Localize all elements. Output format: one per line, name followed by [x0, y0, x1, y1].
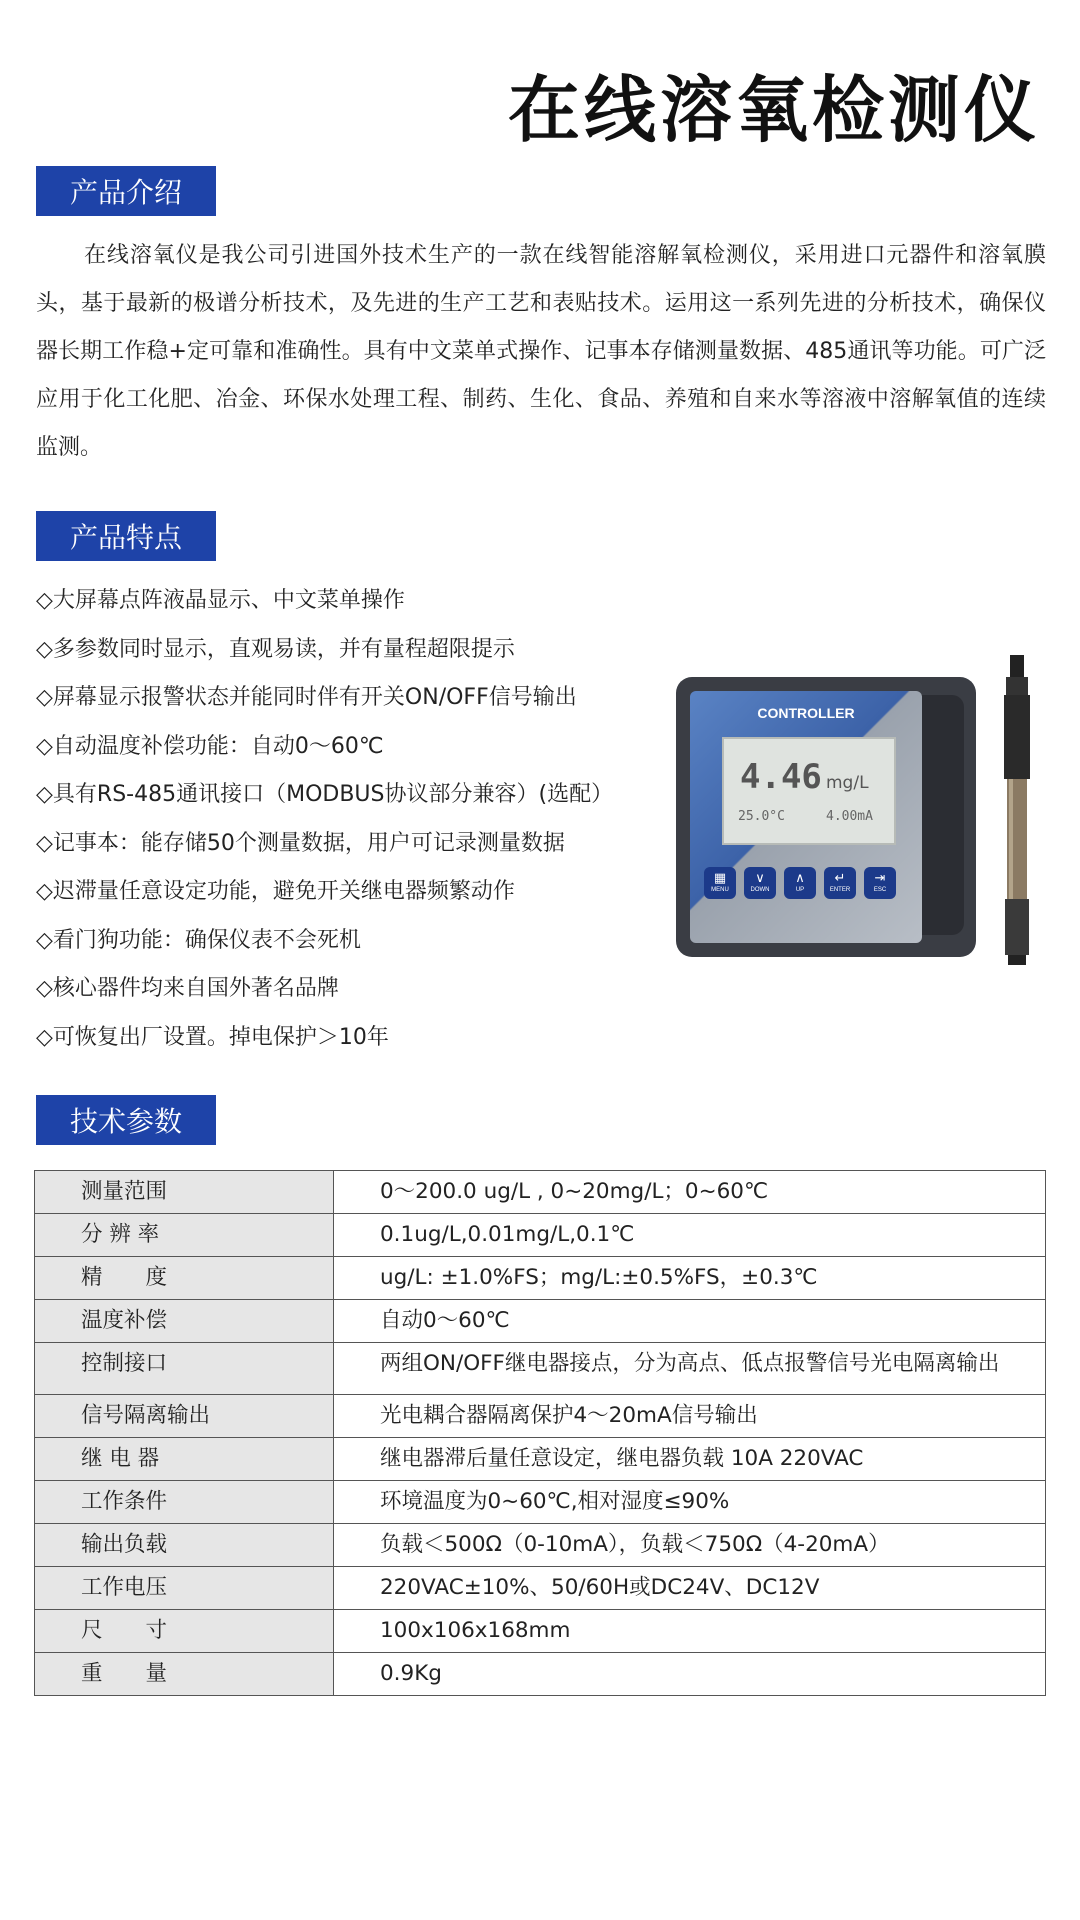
feature-item: ◇屏幕显示报警状态并能同时伴有开关ON/OFF信号输出: [36, 685, 577, 710]
lcd-screen: [722, 737, 896, 845]
lcd-reading: 4.46: [740, 757, 822, 797]
controller-panel: [690, 691, 922, 943]
feature-item: ◇看门狗功能：确保仪表不会死机: [36, 927, 361, 953]
table-row: [35, 1257, 1046, 1300]
spec-key: 继 电 器: [35, 1438, 334, 1481]
feature-item: ◇大屏幕点阵液晶显示、中文菜单操作: [36, 588, 405, 613]
lcd-unit: mg/L: [826, 773, 869, 793]
section-header-params: 技术参数: [36, 1095, 216, 1145]
feature-item: ◇记事本：能存储50个测量数据，用户可记录测量数据: [36, 830, 565, 856]
spec-key: 重 量: [35, 1653, 334, 1696]
spec-key: 精 度: [35, 1257, 334, 1300]
spec-key: 输出负载: [35, 1524, 334, 1567]
spec-key: 测量范围: [35, 1171, 334, 1214]
table-row: [35, 1567, 1046, 1610]
intro-paragraph: 在线溶氧仪是我公司引进国外技术生产的一款在线智能溶解氧检测仪，采用进口元器件和溶氧膜头，基于最新的极谱分析技术，及先进的生产工艺和表贴技术。运用这一系列先进的分析技术，确保仪器长期工作稳+定可靠和准确性。具有中文菜单式操作、记事本存储测量数据、485通讯等功能。可广泛应用于化工化肥、冶金、环保水处理工程、制药、生化、食品、养殖和自来水等溶液中溶解氧值的连续监测。: [36, 243, 1046, 460]
feature-list: [36, 577, 613, 1062]
spec-key: 尺 寸: [35, 1610, 334, 1653]
lcd-current: 4.00mA: [826, 809, 873, 824]
table-row: [35, 1395, 1046, 1438]
spec-value: 0～200.0 ug/L , 0~20mg/L；0~60℃: [334, 1171, 1046, 1214]
spec-value: 100x106x168mm: [334, 1610, 1046, 1653]
down-button-icon: ∨ DOWN: [744, 867, 776, 899]
spec-value: 两组ON/OFF继电器接点，分为高点、低点报警信号光电隔离输出: [334, 1343, 1046, 1395]
controller-brand: CONTROLLER: [757, 705, 855, 721]
table-row: [35, 1300, 1046, 1343]
table-row: [35, 1610, 1046, 1653]
feature-item: ◇自动温度补偿功能：自动0～60℃: [36, 733, 384, 759]
spec-key: 工作条件: [35, 1481, 334, 1524]
table-row: [35, 1214, 1046, 1257]
table-row: [35, 1343, 1046, 1395]
section-header-features: 产品特点: [36, 511, 216, 561]
feature-item: ◇可恢复出厂设置。掉电保护＞10年: [36, 1024, 389, 1050]
spec-value: 负载＜500Ω（0-10mA），负载＜750Ω（4-20mA）: [334, 1524, 1046, 1567]
spec-value: ug/L: ±1.0%FS；mg/L:±0.5%FS，±0.3℃: [334, 1257, 1046, 1300]
spec-value: 0.9Kg: [334, 1653, 1046, 1696]
spec-key: 分 辨 率: [35, 1214, 334, 1257]
table-row: [35, 1653, 1046, 1696]
up-button-icon: ∧ UP: [784, 867, 816, 899]
controller-buttons: [704, 867, 896, 899]
page-title: 在线溶氧检测仪: [507, 68, 1040, 152]
spec-value: 0.1ug/L,0.01mg/L,0.1℃: [334, 1214, 1046, 1257]
esc-button-icon: ⇥ ESC: [864, 867, 896, 899]
spec-table: [34, 1170, 1046, 1696]
spec-key: 信号隔离输出: [35, 1395, 334, 1438]
spec-value: 220VAC±10%、50/60H或DC24V、DC12V: [334, 1567, 1046, 1610]
feature-item: ◇迟滞量任意设定功能，避免开关继电器频繁动作: [36, 879, 515, 904]
spec-key: 温度补偿: [35, 1300, 334, 1343]
feature-item: ◇核心器件均来自国外著名品牌: [36, 976, 339, 1001]
section-header-intro: 产品介绍: [36, 166, 216, 216]
spec-key: 工作电压: [35, 1567, 334, 1610]
feature-item: ◇多参数同时显示，直观易读，并有量程超限提示: [36, 636, 515, 662]
lcd-temperature: 25.0°C: [738, 809, 785, 824]
enter-button-icon: ↵ ENTER: [824, 867, 856, 899]
menu-button-icon: ▦ MENU: [704, 867, 736, 899]
table-row: [35, 1438, 1046, 1481]
table-row: [35, 1524, 1046, 1567]
spec-value: 自动0～60℃: [334, 1300, 1046, 1343]
sensor-probe-icon: [996, 655, 1036, 965]
spec-key: 控制接口: [35, 1343, 334, 1395]
spec-value: 继电器滞后量任意设定，继电器负载 10A 220VAC: [334, 1438, 1046, 1481]
table-row: [35, 1171, 1046, 1214]
spec-value: 光电耦合器隔离保护4～20mA信号输出: [334, 1395, 1046, 1438]
spec-value: 环境温度为0~60℃,相对湿度≤90%: [334, 1481, 1046, 1524]
table-row: [35, 1481, 1046, 1524]
feature-item: ◇具有RS-485通讯接口（MODBUS协议部分兼容）(选配）: [36, 782, 614, 807]
